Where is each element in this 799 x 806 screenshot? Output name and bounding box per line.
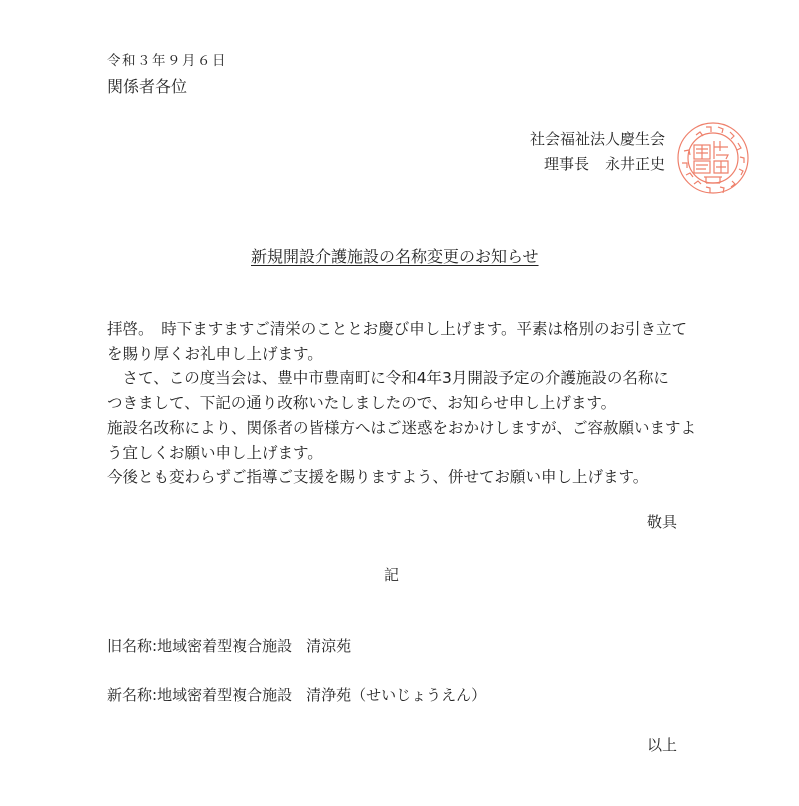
page-title: 新規開設介護施設の名称変更のお知らせ <box>251 247 539 266</box>
sender-organization: 社会福祉法人慶生会 <box>529 130 665 148</box>
old-name-value: 清涼苑 <box>306 637 352 655</box>
body-line: 拝啓。 時下ますますご清栄のこととお慶び申し上げます。平素は格別のお引き立て <box>107 320 688 338</box>
old-name-type: 地域密着型複合施設 <box>157 637 293 655</box>
old-name-label: 旧名称: <box>107 637 158 655</box>
body-line: 今後とも変わらずご指導ご支援を賜りますよう、併せてお願い申し上げます。 <box>107 468 649 487</box>
new-name-item <box>107 685 486 705</box>
sender-title: 理事長 <box>543 155 589 173</box>
body-line: 施設名改称により、関係者の皆様方へはご迷惑をおかけしますが、ご容赦願いますよ <box>107 418 697 437</box>
body-line: を賜り厚くお礼申し上げます。 <box>107 344 323 363</box>
new-name-value: 清浄苑（せいじょうえん） <box>306 686 487 704</box>
document-date: 令和３年９月６日 <box>107 53 227 69</box>
new-name-label: 新名称: <box>107 686 158 704</box>
new-name-type: 地域密着型複合施設 <box>157 686 293 704</box>
body-line: う宜しくお願い申し上げます。 <box>107 443 323 462</box>
body-line: さて、この度当会は、豊中市豊南町に令和4年3月開設予定の介護施設の名称に <box>107 369 669 388</box>
sender-name: 永井正史 <box>604 155 665 173</box>
recipient: 関係者各位 <box>107 77 188 96</box>
body-line: つきまして、下記の通り改称いたしましたので、お知らせ申し上げます。 <box>107 394 617 413</box>
end-mark: 以上 <box>646 736 677 754</box>
official-seal-icon <box>676 121 750 195</box>
ki-heading: 記 <box>384 566 400 584</box>
sender-signature <box>544 154 665 174</box>
old-name-item <box>107 636 351 656</box>
closing-salutation: 敬具 <box>646 513 677 531</box>
letter-body <box>107 317 697 490</box>
